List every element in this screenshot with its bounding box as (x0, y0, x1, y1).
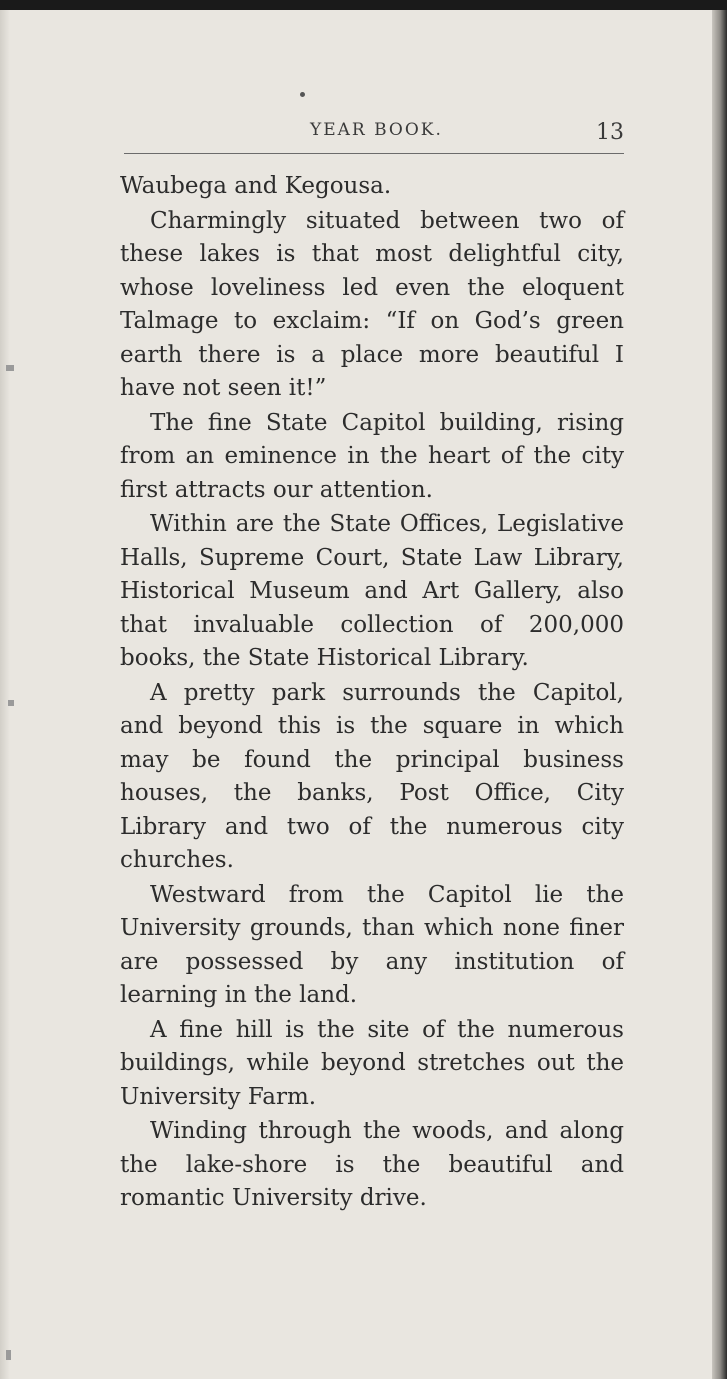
margin-mark (6, 1350, 11, 1360)
page-number: 13 (596, 120, 624, 145)
page-right-edge (712, 10, 727, 1379)
margin-mark (8, 700, 14, 706)
header-rule (124, 153, 624, 154)
ink-speck (300, 92, 305, 97)
margin-mark (6, 365, 14, 371)
paragraph: A fine hill is the site of the numerous buildings, while beyond stretches out the University Farm. (120, 1016, 624, 1110)
paragraph: A pretty park surrounds the Capitol, and beyond this is the square in which may be found the principal business houses, the banks, Post Office, City Library and two of the numerous city churches. (120, 679, 624, 873)
paragraph: Winding through the woods, and along the lake-shore is the beautiful and romantic University drive. (120, 1118, 624, 1211)
paragraph: Within are the State Offices, Legislative Halls, Supreme Court, State Law Library, Historical Museum and Art Gallery, also that invaluable collection of 200,000 books, the State Historical Library. (120, 511, 624, 671)
body-text (120, 170, 624, 1216)
running-title: YEAR BOOK. (310, 120, 443, 140)
page-gutter-shadow (0, 10, 10, 1379)
paragraph: Charmingly situated between two of these lakes is that most delightful city, whose loveliness led even the eloquent Talmage to exclaim: “If on God’s green earth there is a place more beautiful I have not seen it!” (120, 207, 624, 401)
paragraph: The fine State Capitol building, rising from an eminence in the heart of the city first attracts our attention. (120, 409, 624, 503)
paragraph: Westward from the Capitol lie the University grounds, than which none finer are possessed by any institution of learning in the land. (120, 881, 624, 1008)
paragraph: Waubega and Kegousa. (120, 173, 392, 199)
running-header (124, 120, 624, 146)
